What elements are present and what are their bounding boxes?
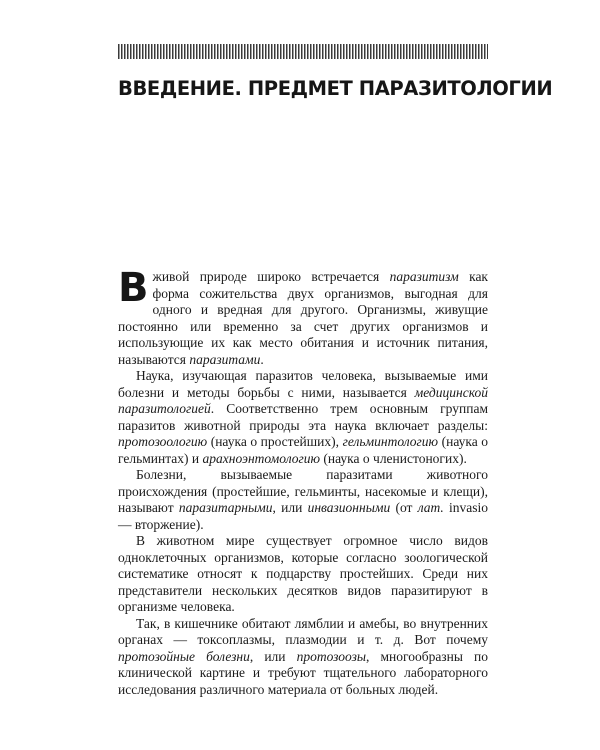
text-span: как форма сожительства двух организмов, выгодная для одного и вредная для другого. Организмы, живущие постоянно или временно за счет других организмов и использующие их как место обитания и источник питания, называются: [118, 269, 488, 367]
text-span: (наука о членистоногих).: [320, 450, 467, 466]
term-arachnoentomology: арахноэнтомологию: [202, 450, 321, 466]
text-span: (от: [390, 500, 418, 515]
term-medical-parasitology: медицинской паразитологией: [118, 384, 488, 416]
drop-cap: В: [118, 265, 149, 311]
text-span: (наука о простейших),: [207, 434, 343, 449]
paragraph-science: [118, 368, 488, 467]
term-helminthology: гельминтологию: [342, 434, 439, 449]
text-span: (наука о гельминтах) и: [118, 434, 488, 466]
text-span: Наука, изучающая паразитов человека, вызываемые ими болезни и методы борьбы с ними, называется: [118, 368, 488, 400]
term-protozoan-diseases: протозойные болезни: [118, 648, 250, 664]
text-span: .: [260, 351, 264, 367]
text-span: , многообразны по клинической картине и требуют тщательного лабораторного исследования различного материала от больных людей.: [118, 648, 488, 697]
text-span: invasio — вторжение).: [118, 500, 489, 532]
paragraph-protozoa: В животном мире существует огромное число видов одноклеточных организмов, которые согласно зоологической систематике относят к подцарству простейших. Среди них представители нескольких десятков видов паразитируют в организме человека.: [118, 533, 488, 614]
text-span: , или: [249, 648, 297, 664]
term-protozoology: протозоологию: [118, 434, 208, 449]
text-span: Болезни, вызываемые паразитами животного происхождения (простейшие, гельминты, насекомые и клещи), называют: [118, 467, 488, 515]
term-parasites: паразитами: [189, 351, 261, 367]
term-invasive: инвазионными: [307, 500, 391, 515]
paragraph-diseases: [118, 467, 488, 533]
text-span: живой природе широко встречается: [152, 269, 390, 284]
text-span: , или: [272, 500, 308, 515]
paragraph-intro: [118, 265, 488, 368]
header-rule: [118, 44, 488, 59]
body-text: [118, 265, 489, 698]
term-parasitic: паразитарными: [178, 500, 273, 515]
term-protozooses: протозоозы: [296, 648, 367, 664]
paragraph-examples: [118, 616, 488, 699]
term-latin: лат.: [417, 500, 444, 515]
text-span: Так, в кишечнике обитают лямблии и амебы, во внутренних органах — токсоплазмы, плазмодии и т. д. Вот почему: [118, 615, 488, 647]
term-parasitism: паразитизм: [389, 269, 459, 284]
chapter-title: ВВЕДЕНИЕ. ПРЕДМЕТ ПАРАЗИТОЛОГИИ: [118, 77, 553, 100]
text-span: . Соответственно трем основным группам паразитов животной природы эта наука включает разделы:: [118, 401, 488, 433]
